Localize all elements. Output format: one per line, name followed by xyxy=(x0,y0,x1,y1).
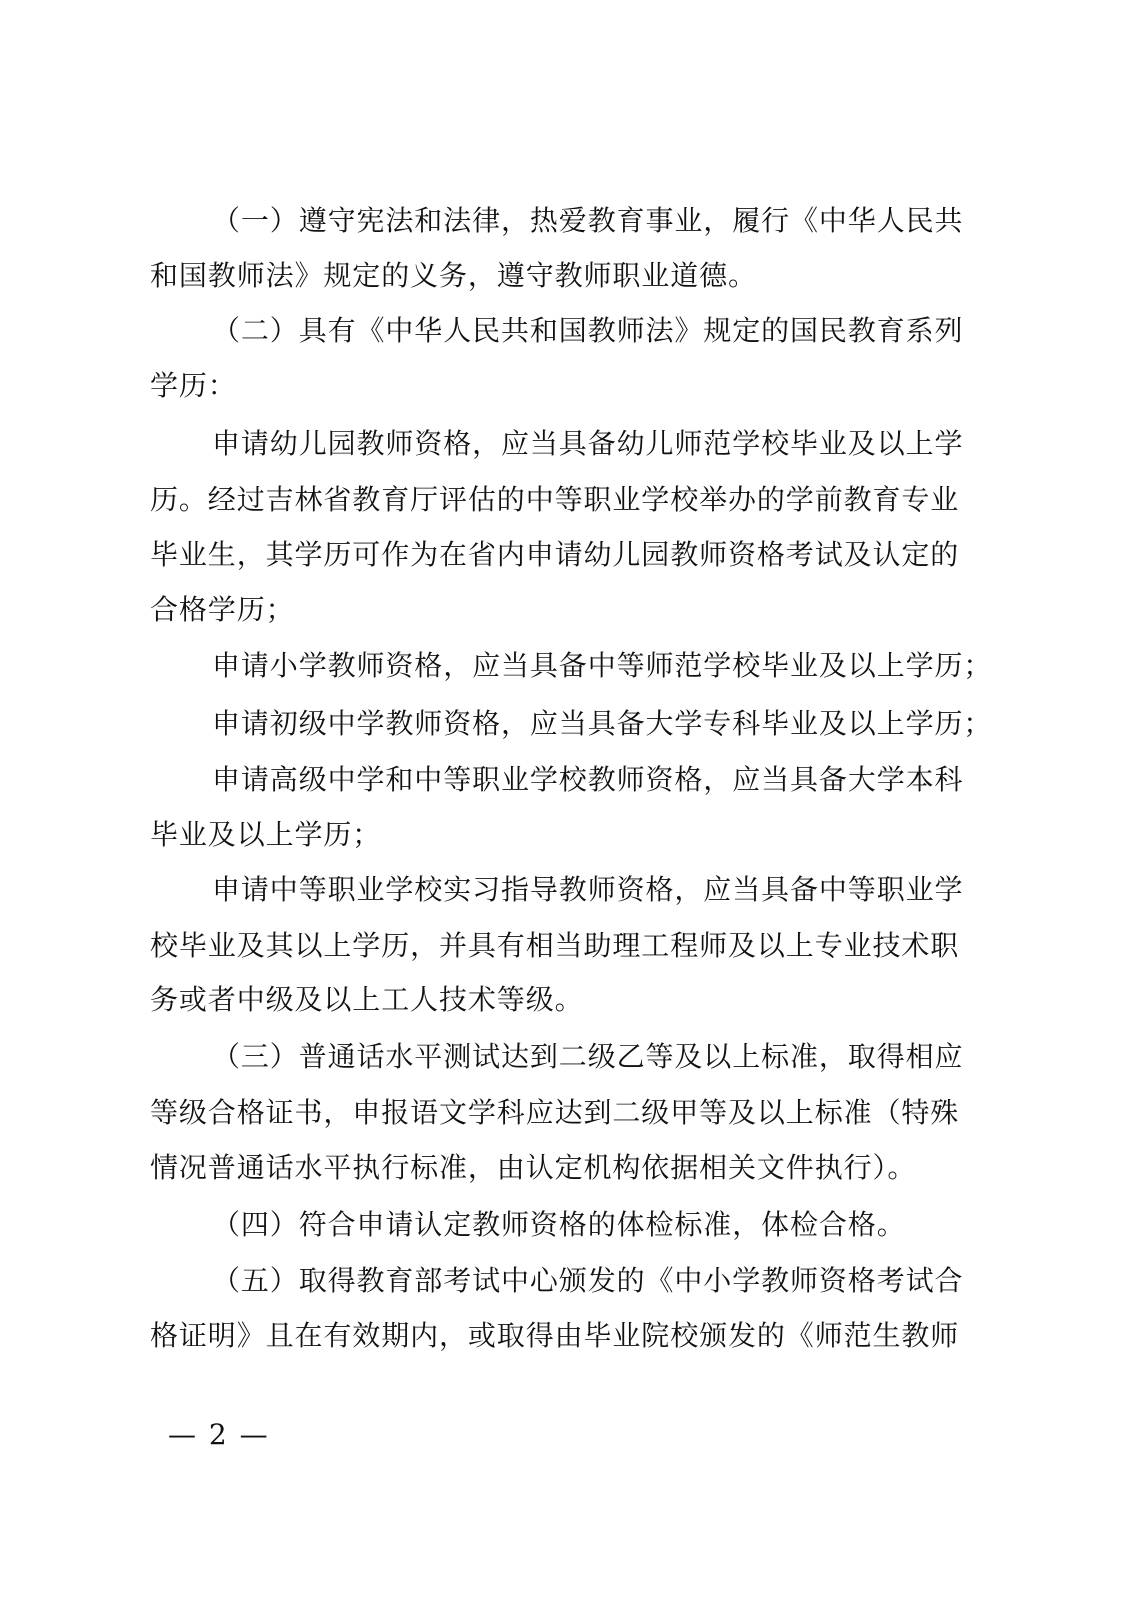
text-line: 校毕业及其以上学历，并具有相当助理工程师及以上专业技术职 xyxy=(150,929,960,962)
text-line: 务或者中级及以上工人技术等级。 xyxy=(150,983,584,1016)
text-line: 申请初级中学教师资格，应当具备大学专科毕业及以上学历； xyxy=(212,707,993,740)
text-line: 历。经过吉林省教育厅评估的中等职业学校举办的学前教育专业 xyxy=(150,483,960,516)
text-line: （二）具有《中华人民共和国教师法》规定的国民教育系列 xyxy=(212,314,964,347)
text-line: 情况普通话水平执行标准，由认定机构依据相关文件执行）。 xyxy=(150,1151,917,1184)
text-line: 格证明》且在有效期内，或取得由毕业院校颁发的《师范生教师 xyxy=(150,1319,960,1352)
text-line: 等级合格证书，申报语文学科应达到二级甲等及以上标准（特殊 xyxy=(150,1096,960,1129)
text-line: （三）普通话水平测试达到二级乙等及以上标准，取得相应 xyxy=(212,1040,964,1073)
text-line: 申请高级中学和中等职业学校教师资格，应当具备大学本科 xyxy=(212,763,964,796)
text-line: （四）符合申请认定教师资格的体检标准，体检合格。 xyxy=(212,1208,906,1241)
text-line: 和国教师法》规定的义务，遵守教师职业道德。 xyxy=(150,259,757,292)
text-line: （五）取得教育部考试中心颁发的《中小学教师资格考试合 xyxy=(212,1264,964,1297)
text-line: 申请幼儿园教师资格，应当具备幼儿师范学校毕业及以上学 xyxy=(212,427,964,460)
text-line: 学历： xyxy=(150,369,237,402)
page-number: — 2 — xyxy=(168,1418,270,1451)
text-line: 毕业生，其学历可作为在省内申请幼儿园教师资格考试及认定的 xyxy=(150,538,960,571)
text-line: 毕业及以上学历； xyxy=(150,818,382,851)
text-line: 申请中等职业学校实习指导教师资格，应当具备中等职业学 xyxy=(212,873,964,906)
text-line: 申请小学教师资格，应当具备中等师范学校毕业及以上学历； xyxy=(212,649,993,682)
text-line: （一）遵守宪法和法律，热爱教育事业，履行《中华人民共 xyxy=(212,204,964,237)
text-line: 合格学历； xyxy=(150,593,295,626)
